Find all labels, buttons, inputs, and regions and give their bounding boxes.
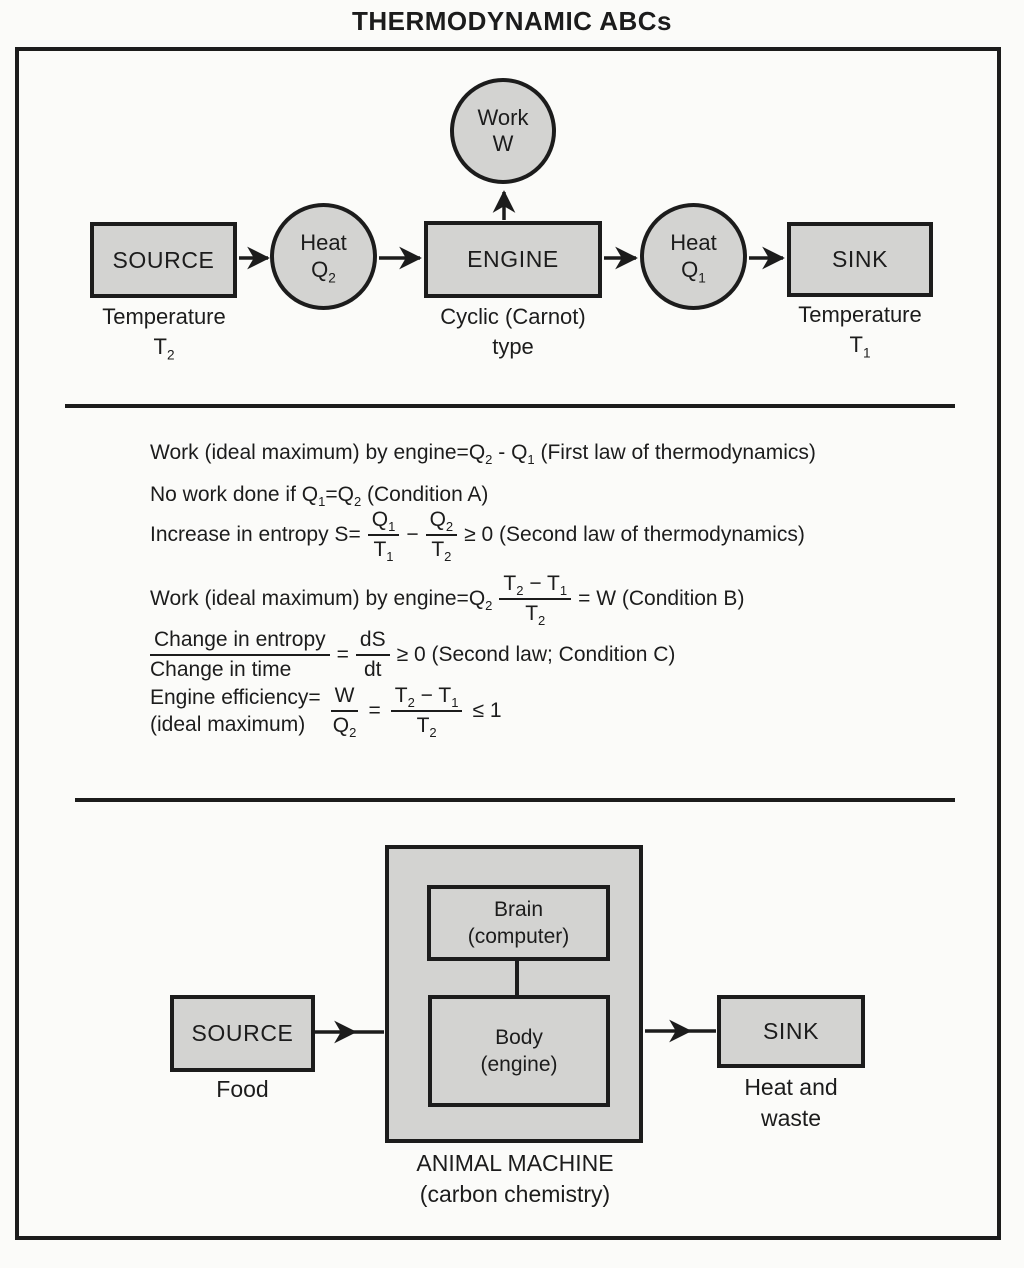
fraction-q1-t1-num: $Q_1$ xyxy=(368,508,400,536)
equation-efficiency xyxy=(150,684,502,739)
animal-machine-caption xyxy=(355,1148,675,1210)
fraction-w-q2 xyxy=(331,684,359,741)
fraction-entropy-time xyxy=(150,628,330,682)
efficiency-label xyxy=(150,684,321,739)
work-circle-line1: Work xyxy=(477,104,529,130)
brain-box xyxy=(427,885,610,961)
source-caption-line1: Temperature xyxy=(102,304,226,329)
sink-box-carnot xyxy=(787,222,933,297)
animal-machine-caption-line2: (carbon chemistry) xyxy=(419,1181,611,1208)
source-box-animal-label: SOURCE xyxy=(191,1020,294,1046)
source-box-animal xyxy=(170,995,315,1072)
equation-condition-b xyxy=(150,572,745,629)
heat-waste-caption-line2: waste xyxy=(760,1105,822,1132)
engine-caption-line1: Cyclic (Carnot) xyxy=(440,304,586,329)
sink-caption-line1: Temperature xyxy=(798,302,922,327)
heat-q1-circle xyxy=(640,203,747,310)
equation-first-law-text: Work (ideal maximum) by $engine=Q_2 - Q_1$ (First law of thermodynamics) xyxy=(150,441,816,468)
fraction-w-q2-den: $Q_2$ xyxy=(332,714,357,741)
divider-bottom xyxy=(75,798,955,802)
heat-q2-circle xyxy=(270,203,377,310)
equation-condition-c xyxy=(150,628,675,682)
engine-box xyxy=(424,221,602,298)
brain-box-line2: (computer) xyxy=(467,925,570,948)
engine-caption-line2: type xyxy=(492,333,534,359)
equation-condition-c-post: ≥ 0 (Second law; Condition C) xyxy=(396,643,676,667)
fraction-q2-t2-num: $Q_2$ xyxy=(426,508,458,536)
efficiency-label-line1: Engine efficiency= xyxy=(150,686,321,709)
work-circle-line2: W xyxy=(492,131,514,156)
sink-box-animal-label: SINK xyxy=(762,1018,820,1044)
equation-second-law-post: ≥ 0 (Second law of thermodynamics) xyxy=(464,523,805,547)
fraction-w-q2-num: W xyxy=(331,684,359,712)
food-caption-text: Food xyxy=(216,1076,269,1102)
fraction-ds-dt xyxy=(356,628,390,682)
food-caption xyxy=(170,1074,315,1105)
engine-box-label: ENGINE xyxy=(467,246,559,272)
fraction-q1-t1 xyxy=(368,508,400,565)
fraction-ds-dt-num: dS xyxy=(356,628,390,656)
fraction-q1-t1-den: $T_1$ xyxy=(373,538,394,565)
sink-box-carnot-label: SINK xyxy=(831,246,889,272)
sink-caption-line2: $T_1$ xyxy=(849,331,871,361)
heat-waste-caption xyxy=(710,1072,872,1134)
equation-condition-a xyxy=(150,483,489,510)
source-box-carnot xyxy=(90,222,237,298)
heat-q1-line1: Heat xyxy=(670,230,717,256)
fraction-t2-minus-t1-num: $T_2 - T_1$ xyxy=(499,572,571,600)
fraction-entropy-time-den: Change in time xyxy=(150,658,292,682)
body-box-line2: (engine) xyxy=(480,1053,558,1076)
fraction-q2-t2 xyxy=(426,508,458,565)
fraction-t2-t1-over-t2-den: $T_2$ xyxy=(416,714,437,741)
sink-box-animal xyxy=(717,995,865,1068)
source-box-carnot-label: SOURCE xyxy=(112,246,215,273)
source-caption-carnot xyxy=(73,302,255,361)
heat-q2-line2: $Q_2$ xyxy=(311,256,336,285)
divider-top xyxy=(65,404,955,408)
brain-box-line1: Brain xyxy=(493,897,544,921)
animal-machine-caption-line1: ANIMAL MACHINE xyxy=(416,1150,614,1176)
equation-second-law-pre: Increase in entropy S= xyxy=(150,523,361,547)
fraction-t2-t1-over-t2 xyxy=(391,684,463,741)
heat-q1-line2: $Q_1$ xyxy=(681,256,706,285)
fraction-t2-t1-over-t2-num: $T_2 - T_1$ xyxy=(391,684,463,712)
equation-condition-b-pre: Work (ideal maximum) by $engine=Q_2$ xyxy=(150,587,493,614)
equation-second-law-minus: − xyxy=(406,523,419,547)
equation-condition-a-text: No work done if $Q_1=Q_2$ (Condition A) xyxy=(150,483,489,510)
heat-q2-line1: Heat xyxy=(300,230,347,256)
equation-efficiency-post: ≤ 1 xyxy=(472,699,502,723)
fraction-entropy-time-num: Change in entropy xyxy=(150,628,330,656)
equation-efficiency-equals: = xyxy=(368,699,381,723)
equation-first-law xyxy=(150,441,816,468)
figure-title: THERMODYNAMIC ABCs xyxy=(351,6,673,36)
fraction-q2-t2-den: $T_2$ xyxy=(431,538,452,565)
body-box xyxy=(428,995,610,1107)
sink-caption-carnot xyxy=(767,300,953,359)
fraction-t2-minus-t1 xyxy=(499,572,571,629)
work-circle xyxy=(450,78,556,184)
source-caption-line2: $T_2$ xyxy=(153,333,175,363)
heat-waste-caption-line1: Heat and xyxy=(744,1074,838,1100)
equation-condition-c-equals: = xyxy=(336,643,349,667)
fraction-ds-dt-den: dt xyxy=(363,658,382,682)
body-box-line1: Body xyxy=(495,1025,543,1049)
efficiency-label-line2: (ideal maximum) xyxy=(150,713,306,737)
fraction-t2-minus-t1-den: $T_2$ xyxy=(525,602,546,629)
equation-second-law xyxy=(150,508,805,565)
equation-condition-b-post: = W (Condition B) xyxy=(578,587,745,611)
engine-caption xyxy=(421,302,605,361)
